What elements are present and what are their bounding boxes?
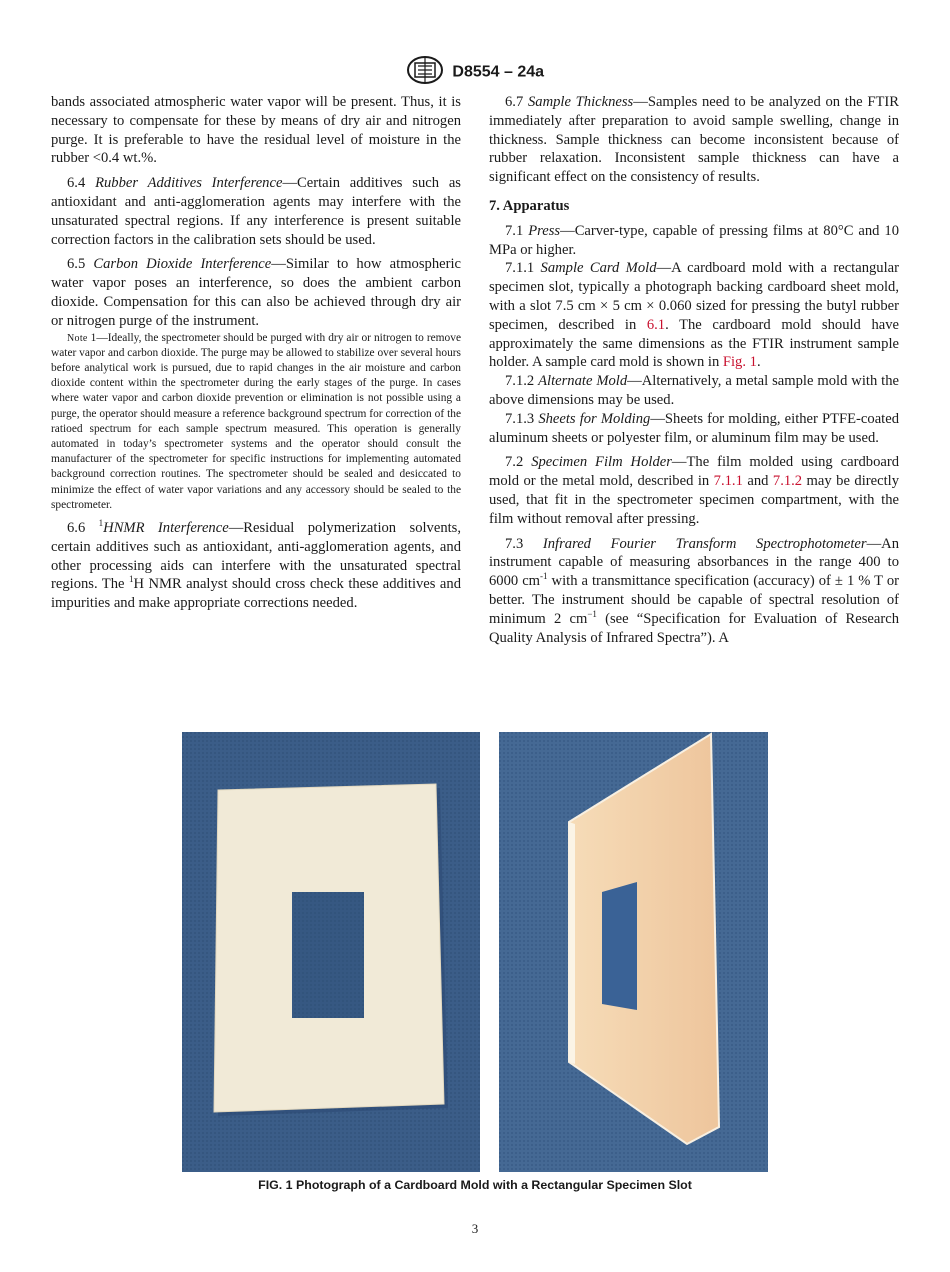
left-column: [51, 93, 461, 613]
section-text: . The cardboard mold should have approximately the same dimensions as the FTIR instrument sample holder. A sample card mold is shown in: [489, 316, 899, 371]
note-1: [51, 331, 461, 513]
section-text: (see “Specification for Evaluation of Research Quality Analysis of Infrared Spectra”). A: [489, 610, 899, 646]
section-text: —Sheets for molding, either PTFE-coated aluminum sheets or polyester film, or aluminum film may be used.: [489, 410, 899, 446]
reference-link-7-1-2[interactable]: 7.1.2: [772, 473, 803, 490]
cardboard-mold-angled-image: [499, 732, 768, 1172]
page-header: [0, 55, 950, 90]
section-7-heading: 7. Apparatus: [489, 197, 570, 214]
section-text: —An instrument capable of measuring absorbances in the range 400 to 6000 cm: [489, 535, 899, 590]
section-number: 7.1.3: [505, 410, 535, 427]
section-text: —Similar to how atmospheric water vapor poses an interference, so does the ambient carbon dioxide. Compensation for this can also be achieved through dry air or nitrogen purge of the instrument.: [51, 256, 461, 329]
section-title: Press: [528, 222, 561, 239]
superscript: 1: [128, 574, 134, 585]
section-number: 7.1: [505, 222, 524, 239]
document-id: D8554 – 24a: [452, 63, 545, 81]
section-title: Sample Card Mold: [540, 260, 657, 277]
figure-1: [182, 732, 768, 1172]
astm-logo-icon: [406, 55, 444, 85]
section-7-3: [489, 535, 899, 648]
page-number: 3: [471, 1221, 479, 1236]
section-title: Alternate Mold: [538, 373, 628, 390]
section-title: Specimen Film Holder: [531, 454, 672, 471]
section-text: —Certain additives such as antioxidant and anti-agglomeration agents may interfere with the unsaturated spectral regions. If any interference is present suitable correction factors in the calibration sets should be used.: [51, 175, 461, 248]
astm-logo: [406, 55, 444, 90]
cardboard-mold-front-image: [182, 732, 480, 1172]
section-6-5: [51, 255, 461, 330]
note-text: 1—Ideally, the spectrometer should be purged with dry air or nitrogen to remove water vapor and carbon dioxide. The purge may be allowed to stabilize over several hours before analytical work is pursued, due to rapid changes in the air moisture and carbon dioxide content within the spectrometer during the early stages of the purge. In cases where water vapor and carbon dioxide prevention or elimination is not possible using a purge, the operator should measure a reference background spectrum for correction of the ratioed spectrum for each sample spectrum measured. This operation is generally automated in today’s spectrometer systems and the operator should consult the manufacturer of the spectrometer for specific instructions for implementing automated background correction routines. The spectrometer should be sealed and desiccated to minimize the effect of water vapor variations and any accessory should be sealed to the spectrometer.: [51, 331, 461, 511]
section-text: .: [756, 354, 761, 371]
section-text: —Residual polymerization solvents, certain additives such as antioxidant, anti-agglomeration agents, and other processing aids can interfere with the unsaturated spectral regions. The: [51, 520, 461, 593]
paragraph-continued: bands associated atmospheric water vapor will be present. Thus, it is necessary to compensate for these by means of dry air and nitrogen purge. It is preferable to have the residual level of moisture in the rubber <0.4 wt.%.: [51, 94, 461, 167]
section-number: 6.7: [505, 94, 524, 110]
section-6-7: [489, 93, 899, 187]
right-column: [489, 93, 899, 647]
section-number: 6.6: [67, 520, 86, 536]
section-6-6: [51, 519, 461, 613]
figure-caption: FIG. 1 Photograph of a Cardboard Mold with a Rectangular Specimen Slot: [258, 1178, 692, 1192]
section-number: 7.2: [505, 454, 524, 471]
note-label: Note: [67, 332, 88, 344]
section-7-1-3: [489, 410, 899, 448]
section-number: 7.3: [505, 535, 524, 552]
section-text: H NMR analyst should cross check these additives and impurities and make appropriate corrections needed.: [51, 576, 461, 612]
section-title: Sheets for Molding: [538, 410, 651, 427]
section-text: —A cardboard mold with a rectangular specimen slot, typically a photograph backing cardboard sheet mold, with a slot 7.5 cm × 5 cm × 0.060 sized for pressing the butyl rubber specimen, described in: [489, 260, 899, 333]
section-title: Sample Thickness: [527, 94, 634, 110]
section-number: 6.4: [67, 175, 86, 192]
section-text: may be directly used, that fit in the spectrometer specimen compartment, with the film without removal after pressing.: [489, 473, 899, 527]
section-title: Infrared Fourier Transform Spectrophotometer: [542, 535, 867, 552]
section-text: —Samples need to be analyzed on the FTIR immediately after preparation to avoid sample swelling, change in thickness. Sample thickness can become inconsistent because of rubber relaxation. Inconsistent sample thickness can have a significant effect on the consistency of results.: [489, 94, 899, 186]
superscript: -1: [540, 571, 548, 582]
section-7-2: [489, 453, 899, 528]
reference-link-7-1-1[interactable]: 7.1.1: [713, 473, 743, 490]
superscript: −1: [587, 608, 597, 619]
section-6-4: [51, 174, 461, 249]
section-title: HNMR Interference: [103, 520, 229, 536]
section-number: 7.1.2: [505, 373, 535, 390]
section-text: and: [742, 473, 773, 490]
section-text: —The film molded using cardboard mold or the metal mold, described in: [489, 454, 900, 490]
section-title: Rubber Additives Interference: [95, 175, 283, 192]
reference-link-fig-1[interactable]: Fig. 1: [722, 354, 757, 371]
section-text: with a transmittance specification (accuracy) of ± 1 % T or better. The instrument should be capable of spectral resolution of minimum 2 cm: [489, 573, 899, 627]
section-text: —Carver-type, capable of pressing films at 80°C and 10 MPa or higher.: [489, 222, 899, 258]
section-7-1-1: [489, 259, 899, 372]
section-7-1-2: [489, 372, 899, 410]
photo-cardboard-mold-front: [182, 732, 480, 1172]
section-number: 6.5: [67, 256, 86, 273]
section-text: —Alternatively, a metal sample mold with the above dimensions may be used.: [489, 373, 900, 408]
section-title: Carbon Dioxide Interference: [93, 256, 272, 273]
section-number: 7.1.1: [505, 260, 535, 277]
photo-cardboard-mold-angled: [499, 732, 768, 1172]
superscript: 1: [98, 518, 104, 529]
section-7-1: [489, 222, 899, 260]
reference-link-6-1[interactable]: 6.1: [646, 316, 666, 333]
